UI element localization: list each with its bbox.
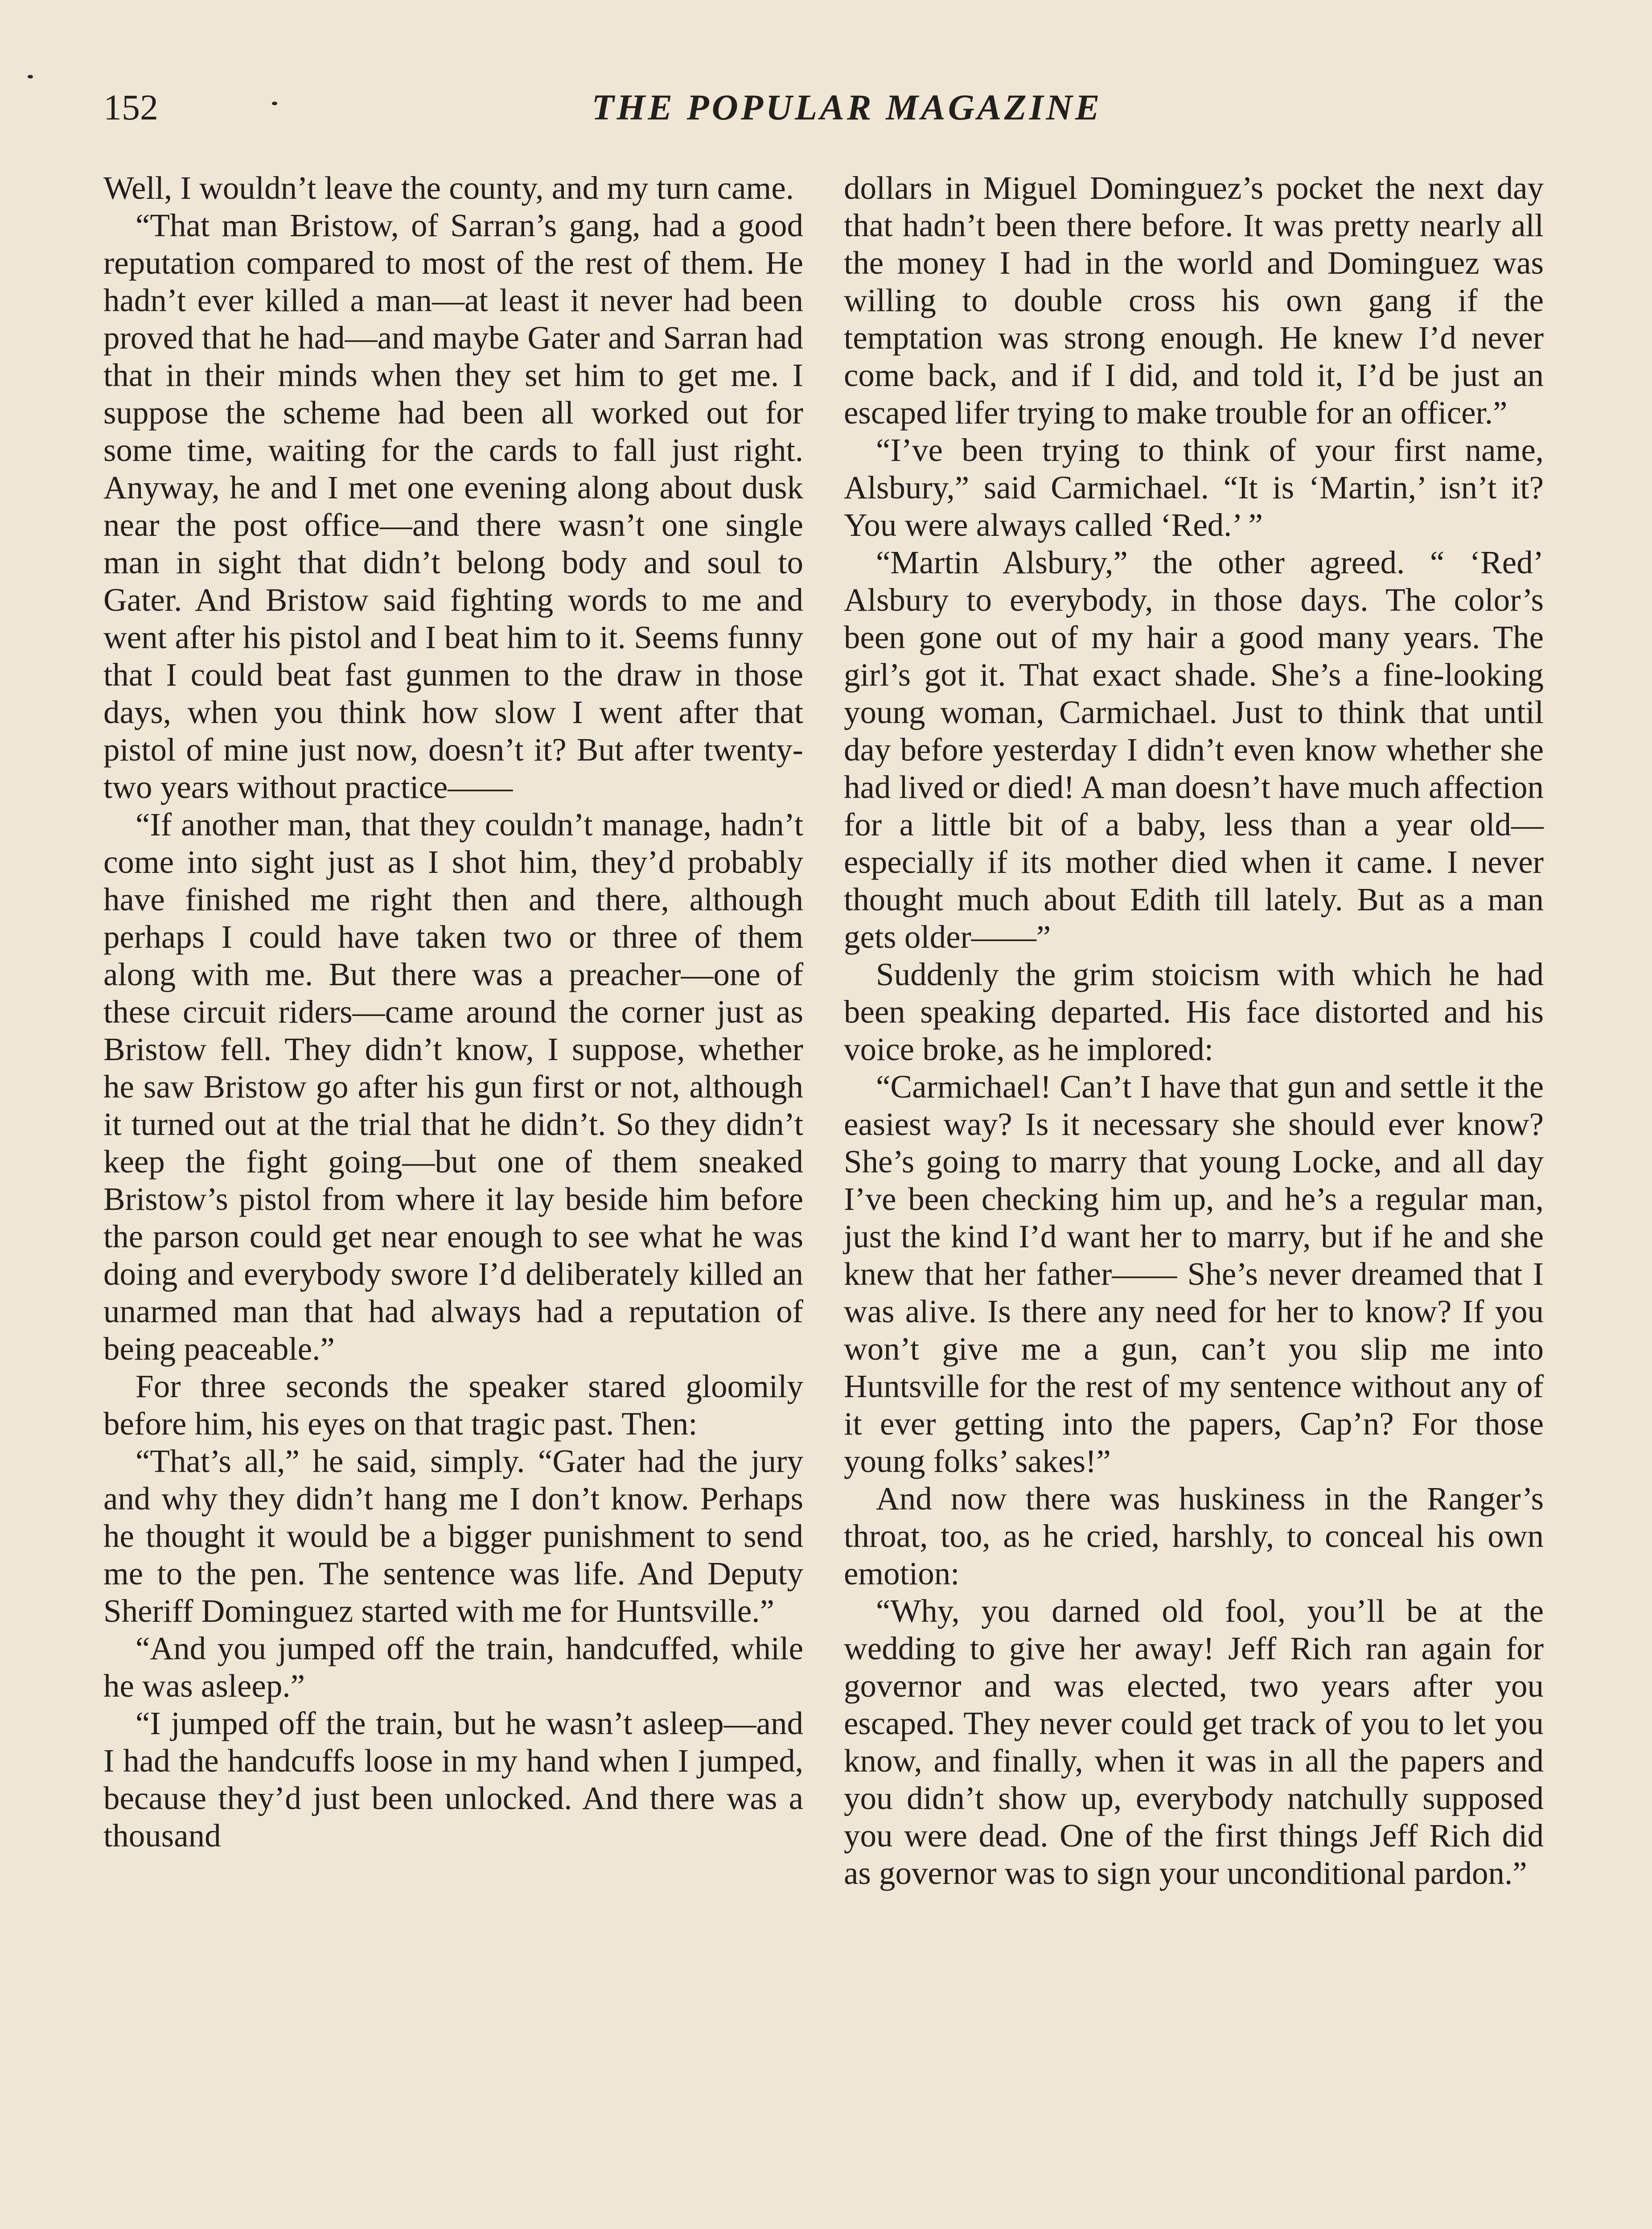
page-number: 152: [103, 87, 158, 127]
paragraph: “I jumped off the train, but he wasn’t asleep—and I had the handcuffs loose in my hand when I jumped, because they’d just been unlocked. And there was a thousand: [103, 1705, 803, 1854]
paragraph: “I’ve been trying to think of your first name, Alsbury,” said Carmichael. “It is ‘Martin,’ isn’t it? You were always called ‘Red.’ ”: [844, 432, 1544, 543]
paragraph: “Why, you darned old fool, you’ll be at the wedding to give her away! Jeff Rich ran again for governor and was elected, two years after you escaped. They never could get track of you to let you know, and finally, when it was in all the papers and you didn’t show up, everybody natchully supposed you were dead. One of the first things Jeff Rich did as governor was to sign your unconditional pardon.”: [844, 1593, 1544, 1891]
paragraph: “That’s all,” he said, simply. “Gater had the jury and why they didn’t hang me I don’t know. Perhaps he thought it would be a bigger punishment to send me to the pen. The sentence was life. And Deputy Sheriff Dominguez started with me for Huntsville.”: [103, 1443, 803, 1629]
print-speck: [272, 102, 277, 105]
paragraph: “If another man, that they couldn’t manage, hadn’t come into sight just as I shot him, they’d probably have finished me right then and there, although perhaps I could have taken two or three of them along with me. But there was a preacher—one of these circuit riders—came around the corner just as Bristow fell. They didn’t know, I suppose, whether he saw Bristow go after his gun first or not, although it turned out at the trial that he didn’t. So they didn’t keep the fight going—but one of them sneaked Bristow’s pistol from where it lay beside him before the parson could get near enough to see what he was doing and everybody swore I’d deliberately killed an unarmed man that had always had a reputation of being peaceable.”: [103, 806, 803, 1367]
paragraph: “Martin Alsbury,” the other agreed. “ ‘Red’ Alsbury to everybody, in those days. The color’s been gone out of my hair a good many years. The girl’s got it. That exact shade. She’s a fine-looking young woman, Carmichael. Just to think that until day before yesterday I didn’t even know whether she had lived or died! A man doesn’t have much affection for a little bit of a baby, less than a year old—especially if its mother died when it came. I never thought much about Edith till lately. But as a man gets older——”: [844, 544, 1544, 955]
right-column: [844, 169, 1544, 1892]
paragraph: dollars in Miguel Dominguez’s pocket the next day that hadn’t been there before. It was pretty nearly all the money I had in the world and Dominguez was willing to double cross his own gang if the temptation was strong enough. He knew I’d never come back, and if I did, and told it, I’d be just an escaped lifer trying to make trouble for an officer.”: [844, 170, 1544, 431]
running-head: THE POPULAR MAGAZINE: [592, 87, 1102, 127]
paragraph: “That man Bristow, of Sarran’s gang, had a good reputation compared to most of the rest of them. He hadn’t ever killed a man—at least it never had been proved that he had—and maybe Gater and Sarran had that in their minds when they set him to get me. I suppose the scheme had been all worked out for some time, waiting for the cards to fall just right. Anyway, he and I met one evening along about dusk near the post office—and there wasn’t one single man in sight that didn’t belong body and soul to Gater. And Bristow said fighting words to me and went after his pistol and I beat him to it. Seems funny that I could beat fast gunmen to the draw in those days, when you think how slow I went after that pistol of mine just now, doesn’t it? But after twenty-two years without practice——: [103, 207, 803, 805]
paragraph: For three seconds the speaker stared gloomily before him, his eyes on that tragic past. Then:: [103, 1368, 803, 1442]
paragraph: Well, I wouldn’t leave the county, and my turn came.: [103, 170, 794, 206]
print-speck: [28, 75, 33, 78]
paragraph: “Carmichael! Can’t I have that gun and settle it the easiest way? Is it necessary she should ever know? She’s going to marry that young Locke, and all day I’ve been checking him up, and he’s a regular man, just the kind I’d want her to marry, but if he and she knew that her father—— She’s never dreamed that I was alive. Is there any need for her to know? If you won’t give me a gun, can’t you slip me into Huntsville for the rest of my sentence without any of it ever getting into the papers, Cap’n? For those young folks’ sakes!”: [844, 1069, 1544, 1479]
paragraph: “And you jumped off the train, handcuffed, while he was asleep.”: [103, 1630, 803, 1704]
paragraph: Suddenly the grim stoicism with which he had been speaking departed. His face distorted and his voice broke, as he implored:: [844, 956, 1544, 1067]
left-column: [103, 169, 803, 1855]
paragraph: And now there was huskiness in the Ranger’s throat, too, as he cried, harshly, to conceal his own emotion:: [844, 1481, 1544, 1592]
